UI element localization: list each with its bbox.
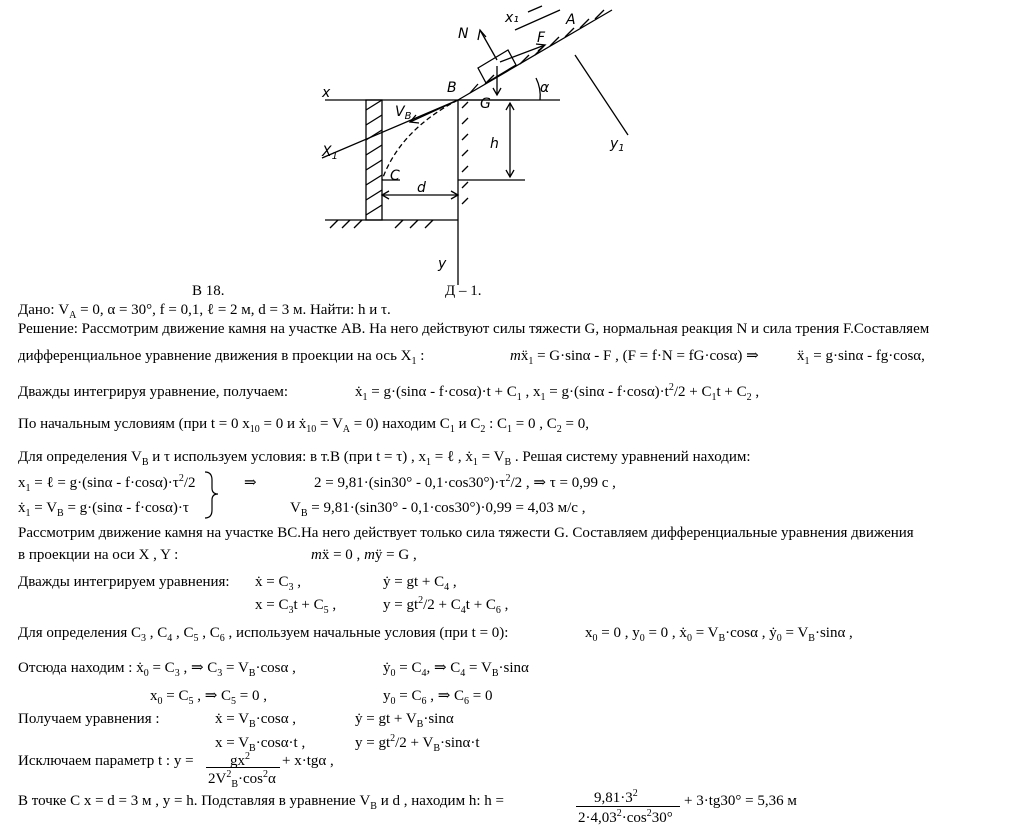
text-line-l22: $y = gt^2/2 + C_4t + C_6$ , [383,595,509,616]
figure-caption-left: В 18. [192,283,225,299]
text-line-l06: Дважды интегрируя уравнение, получаем: [18,384,289,400]
text-line-l08: По начальным условиям (при t = 0 $x_{10} = 0$ и ẋ$_{10}$ = $V_A = 0$) находим $C_1$ и $C_2$ : $C_1 = 0$ , $C_2 = 0$, [18,416,589,435]
text-line-l12: $2 = 9,81\cdot(\sin 30^\circ - 0,1\cdot\cos 30^\circ)\cdot\tau^2/2$ , ⇒ τ = 0,99 с , [314,473,616,491]
text-line-l20: ẏ = gt + $C_4$ , [383,574,457,593]
text-line-l23: Для определения $C_3$ , $C_4$ , $C_5$ , $C_6$ , используем начальные условия (при t = 0): [18,625,509,644]
text-line-l11: ⇒ [244,475,257,491]
figure-caption-right: Д – 1. [445,283,482,299]
text-line-l09: Для определения $V_B$ и τ используем условия: в т.B (при t = τ) , $x_1$ = ℓ , ẋ$_1$ = $V_B$ . Решая систему уравнений находим: [18,449,751,468]
text-line-l38: В точке C x = d = 3 м , y = h. Подставляя в уравнение $V_B$ и d , находим h: h = [18,793,504,812]
label-N: N [458,26,469,42]
text-line-l05: ẍ$_1$ = g·sinα - fg·cosα, [797,348,925,367]
text-line-l29: Получаем уравнения : [18,711,160,727]
label-x: x [322,85,331,101]
text-line-l13: ẋ$_1$ = $V_B = g\cdot(\sin\alpha - f\cdot\cos\alpha)\cdot\tau$ [18,500,189,519]
text-line-l15: Рассмотрим движение камня на участке BC.На него действует только сила тяжести G. Составляем дифференциальные уравнения движения [18,525,914,541]
text-line-l30: ẋ = $V_B\cdot\cos\alpha$ , [215,711,297,730]
text-line-l39: $9,81\cdot 3^2$ [594,788,638,806]
label-y: y [438,256,447,272]
text-line-l19: ẋ = $C_3$ , [255,574,301,593]
system-brace [200,470,230,520]
label-h: h [490,136,499,152]
label-X1: $X_1$ [322,144,338,162]
text-line-l33: $y = gt^2/2 + V_B\cdot\sin\alpha\cdot t$ [355,733,480,754]
text-line-l41: $2\cdot 4,03^2\cdot\cos^230^\circ$ [578,808,673,826]
label-A: A [566,12,576,28]
label-B: B [447,80,457,96]
text-line-l04: mẍ$_1$ = G·sinα - F , (F = f·N = fG·cosα) ⇒ [510,348,759,367]
text-line-l32: $x = V_B\cdot\cos\alpha\cdot t$ , [215,735,306,754]
text-line-l35: $gx^2$ [230,751,250,769]
text-line-l21: $x = C_3t + C_5$ , [255,597,337,616]
text-line-l34: Исключаем параметр t : y = [18,753,194,769]
text-line-l31: ẏ = gt + $V_B\cdot\sin\alpha$ [355,711,454,730]
text-line-l28: $y_0 = C_6$ , ⇒ $C_6 = 0$ [383,688,493,707]
text-line-l40: + 3·tg30° = 5,36 м [684,793,797,809]
label-y1: $y_1$ [610,136,625,154]
label-alpha: α [540,80,550,96]
label-x1-top: x₁ [505,10,519,26]
label-d: d [417,180,426,196]
text-line-l10: $x_1$ = ℓ = $g\cdot(\sin\alpha - f\cdot\cos\alpha)\cdot\tau^2/2$ [18,473,196,494]
label-C: C [390,168,400,184]
text-line-l25: Отсюда находим : ẋ$_0$ = $C_3$ , ⇒ $C_3 = V_B\cdot\cos\alpha$ , [18,660,296,679]
text-line-l01: Дано: $V_A = 0$, α = 30°, f = 0,1, ℓ = 2 м, d = 3 м. Найти: h и τ. [18,302,391,321]
text-line-l37: $2V^2_B\cdot\cos^2\alpha$ [208,769,276,790]
text-line-l17: mẍ = 0 , mÿ = G , [311,547,417,563]
label-F: F [537,30,546,46]
text-line-l27: $x_0 = C_5$ , ⇒ $C_5 = 0$ , [150,688,268,707]
text-line-l14: $V_B = 9,81\cdot(\sin 30^\circ - 0,1\cdot\cos 30^\circ)\cdot 0,99 = 4,03$ м/с , [290,500,586,519]
label-VB: $V_B$ [395,104,412,122]
text-line-l24: $x_0 = 0$ , $y_0 = 0$ , ẋ$_0$ = $V_B\cdot\cos\alpha$ , ẏ$_0$ = $V_B\cdot\sin\alpha$ , [585,625,853,644]
text-line-l02: Решение: Рассмотрим движение камня на участке AB. На него действуют силы тяжести G, нормальная реакция N и сила трения F.Составляем [18,321,930,337]
text-line-l18: Дважды интегрируем уравнения: [18,574,230,590]
text-line-l26: ẏ$_0$ = $C_4$, ⇒ $C_4 = V_B\cdot\sin\alpha$ [383,660,529,679]
text-line-l07: ẋ$_1$ = $g\cdot(\sin\alpha - f\cdot\cos\alpha)\cdot t + C_1$ , $x_1 = g\cdot(\sin\alpha - f\cdot\cos\alpha)\cdot t^2/2 + C_1t + C_2$ , [355,382,760,403]
label-G: G [480,96,491,112]
text-line-l16: в проекции на оси X , Y : [18,547,179,563]
text-line-l36: + x·tgα , [282,753,334,769]
text-line-l03: дифференциальное уравнение движения в проекции на ось $X_1$ : [18,348,425,367]
mechanics-diagram [0,0,1010,300]
